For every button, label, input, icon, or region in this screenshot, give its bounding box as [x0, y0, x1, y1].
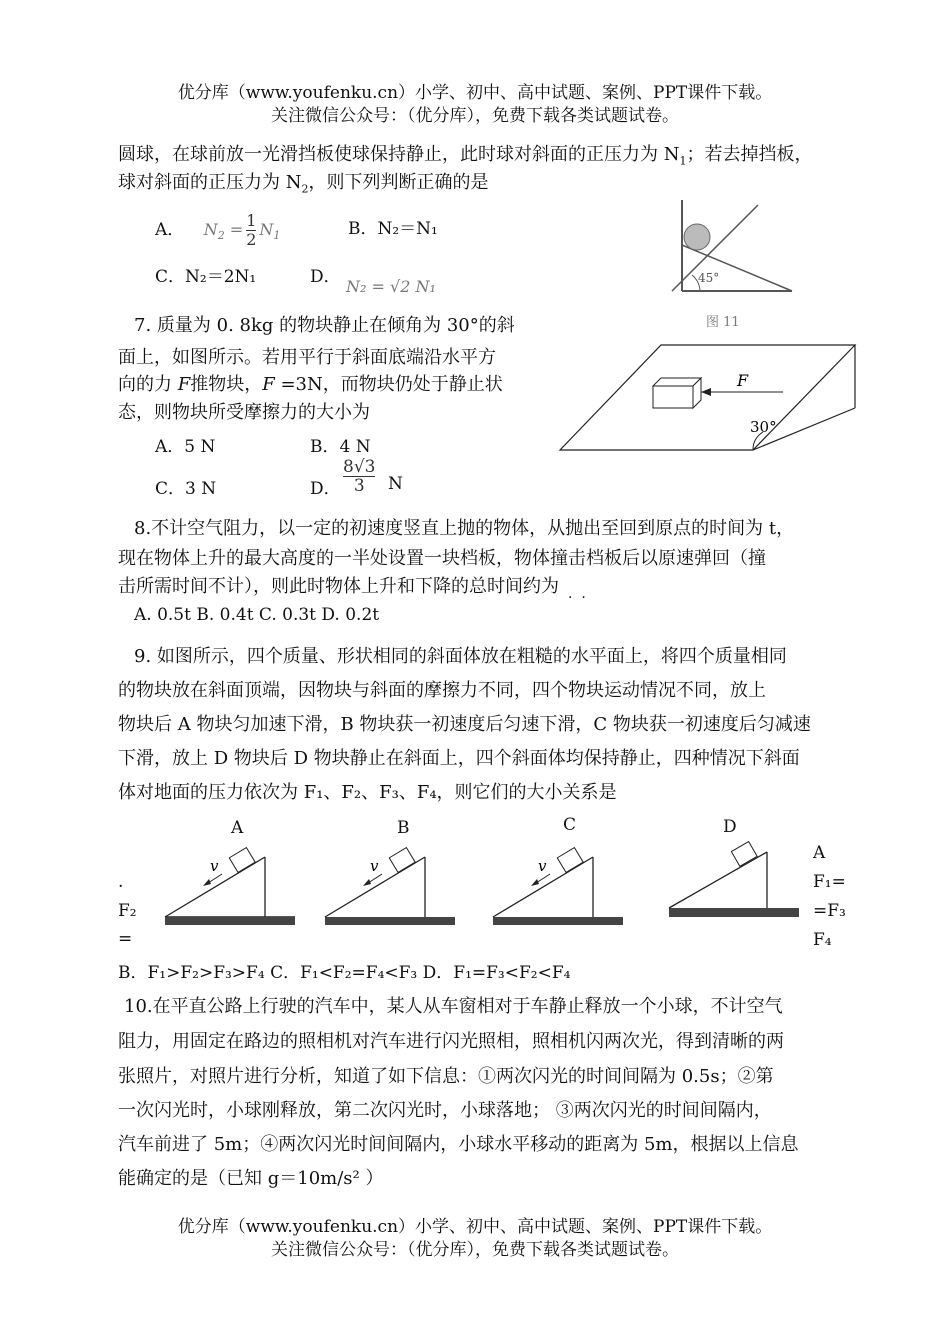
- q9-figure-b-v: v: [370, 857, 379, 875]
- q9-left-fragment-1: .: [118, 872, 124, 892]
- q9-figure-a: [160, 845, 300, 930]
- q9-left-fragment-2: F₂: [118, 901, 137, 921]
- q9-figure-c-v: v: [538, 857, 547, 875]
- q10-line6: 能确定的是（已知 g＝10m/s² ）: [118, 1168, 384, 1189]
- page-footer-line2: 关注微信公众号：（优分库），免费下载各类试题试卷。: [271, 1240, 679, 1260]
- page-header-line1: 优分库（www.youfenku.cn）小学、初中、高中试题、案例、PPT课件下载。: [177, 83, 773, 103]
- q6-option-a: A． $N_2$ = $\frac{1}{2}$ $N_1$: [155, 211, 281, 249]
- q9-figure-a-v: v: [210, 857, 219, 875]
- q9-figure-b: [320, 845, 460, 930]
- page-header-line2: 关注微信公众号：（优分库），免费下载各类试题试卷。: [271, 106, 679, 126]
- q9-line1: 9. 如图所示，四个质量、形状相同的斜面体放在粗糙的水平面上，将四个质量相同: [134, 646, 787, 667]
- q9-figure-label-b: B: [397, 818, 410, 838]
- q6-option-b: B．N₂＝N₁: [348, 219, 438, 239]
- q10-line3: 张照片，对照片进行分析，知道了如下信息：①两次闪光的时间间隔为 0.5s；②第: [118, 1066, 774, 1087]
- q6-option-d-formula: N₂ = √2 N₁: [346, 277, 436, 296]
- q7-figure-force-label: F: [737, 371, 749, 390]
- q8-line3: 击所需时间不计），则此时物体上升和下降的总时间约为: [118, 576, 559, 597]
- q10-line2: 阻力，用固定在路边的照相机对汽车进行闪光照相，照相机闪两次光，得到清晰的两: [118, 1031, 784, 1052]
- page-footer-line1: 优分库（www.youfenku.cn）小学、初中、高中试题、案例、PPT课件下载。: [177, 1217, 773, 1237]
- q10-line5: 汽车前进了 5m；④两次闪光时间间隔内，小球水平移动的距离为 5m，根据以上信息: [118, 1134, 799, 1155]
- q8-line1: 8.不计空气阻力，以一定的初速度竖直上抛的物体，从抛出至回到原点的时间为 t，: [134, 518, 795, 539]
- q7-figure-incline-block: [555, 340, 865, 455]
- figure-11-caption: 图 11: [706, 315, 740, 330]
- figure-11-angle: 45°: [698, 271, 720, 285]
- q7-option-c: C．3 N: [155, 479, 217, 499]
- q7-option-d-unit: N: [388, 474, 403, 494]
- q7-line4: 态，则物块所受摩擦力的大小为: [118, 402, 370, 423]
- q9-right-fragment-2: F₁=: [813, 872, 846, 892]
- q8-line2: 现在物体上升的最大高度的一半处设置一块档板，物体撞击档板后以原速弹回（撞: [118, 548, 766, 569]
- q9-figure-label-d: D: [723, 817, 737, 837]
- q7-figure-angle: 30°: [750, 418, 777, 436]
- q6-line1: 圆球，在球前放一光滑挡板使球保持静止，此时球对斜面的正压力为 $N_1$；若去掉挡板，: [118, 144, 813, 168]
- q7-line3: 向的力 F推物块，F =3N，而物块仍处于静止状: [118, 374, 503, 395]
- q10-line4: 一次闪光时，小球刚释放，第二次闪光时，小球落地； ③两次闪光的时间间隔内，: [118, 1100, 772, 1121]
- q9-line4: 下滑，放上 D 物块后 D 物块静止在斜面上，四个斜面体均保持静止，四种情况下斜面: [118, 748, 800, 769]
- q7-line1: 7. 质量为 0. 8kg 的物块静止在倾角为 30°的斜: [134, 315, 515, 336]
- q7-option-b: B．4 N: [310, 437, 371, 457]
- q9-right-fragment-3: =F₃: [813, 901, 846, 921]
- q6-line2: 球对斜面的正压力为 $N_2$，则下列判断正确的是: [118, 172, 489, 196]
- q10-line1: 10.在平直公路上行驶的汽车中，某人从车窗相对于车静止释放一个小球，不计空气: [124, 996, 783, 1017]
- figure-11-incline-ball: [640, 195, 810, 335]
- q9-line2: 的物块放在斜面顶端，因物块与斜面的摩擦力不同，四个物块运动情况不同，放上: [118, 680, 766, 701]
- q9-right-fragment-4: F₄: [813, 930, 832, 950]
- q7-option-d-fraction: $\frac{8√3}{3}$: [343, 457, 376, 496]
- emphasis-dots: · ·: [568, 590, 586, 606]
- q9-figure-label-c: C: [563, 815, 577, 835]
- q9-figure-d: [664, 840, 804, 925]
- q9-line3: 物块后 A 物块匀加速下滑，B 物块获一初速度后匀速下滑，C 物块获一初速度后匀减速: [118, 714, 811, 735]
- q9-options: B．F₁>F₂>F₃>F₄ C．F₁<F₂=F₄<F₃ D．F₁=F₃<F₂<F₄: [118, 963, 571, 983]
- q9-left-fragment-3: =: [118, 929, 133, 949]
- q6-option-c: C．N₂＝2N₁: [155, 267, 257, 287]
- q7-option-a: A．5 N: [155, 437, 216, 457]
- q8-options: A. 0.5t B. 0.4t C. 0.3t D. 0.2t: [134, 605, 380, 625]
- q9-right-fragment-1: A: [813, 843, 826, 863]
- q9-figure-label-a: A: [231, 818, 244, 838]
- q6-option-d-label: D．: [310, 267, 341, 287]
- q9-figure-c: [488, 845, 628, 930]
- q7-option-d-label: D．: [310, 479, 341, 499]
- q9-line5: 体对地面的压力依次为 F₁、F₂、F₃、F₄，则它们的大小关系是: [118, 782, 617, 803]
- q7-line2: 面上，如图所示。若用平行于斜面底端沿水平方: [118, 347, 496, 368]
